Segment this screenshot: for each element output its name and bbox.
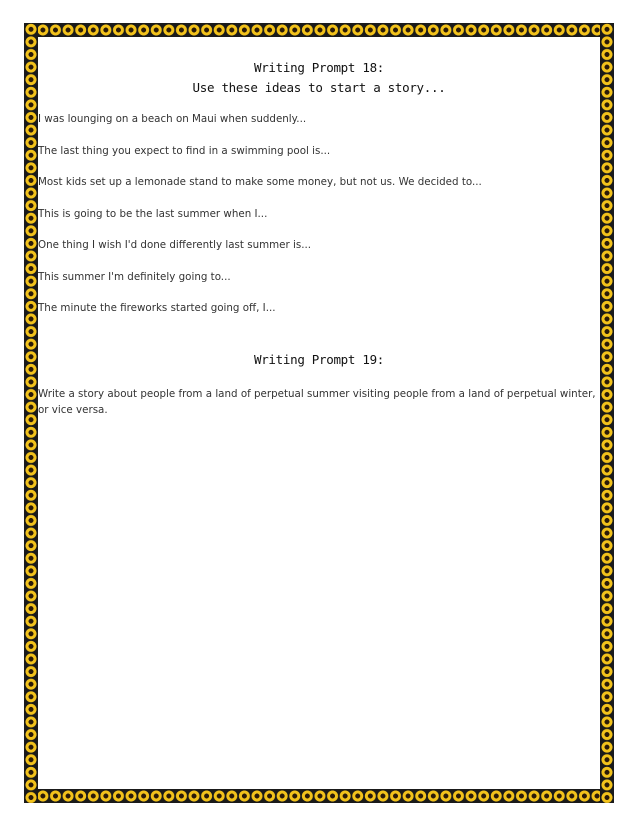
- prompt-line: The last thing you expect to find in a swimming pool is...: [38, 144, 331, 157]
- prompt-18-title: Writing Prompt 18:: [253, 60, 385, 75]
- prompt-19-body: Write a story about people from a land of perpetual summer visiting people from a land of perpetual winter, or vice versa.: [38, 388, 596, 416]
- prompt-line: The minute the fireworks started going off, I...: [38, 302, 276, 314]
- prompt-line: One thing I wish I'd done differently last summer is...: [38, 239, 312, 251]
- prompt-line: Most kids set up a lemonade stand to make some money, but not us. We decided to...: [38, 176, 482, 188]
- sunflower-border-right: [600, 23, 614, 803]
- prompt-line: I was lounging on a beach on Maui when suddenly...: [38, 113, 307, 125]
- sunflower-border-left: [24, 23, 38, 803]
- prompt-18-subtitle: Use these ideas to start a story...: [192, 80, 446, 95]
- sunflower-border-top: [24, 23, 614, 37]
- prompt-19-title: Writing Prompt 19:: [253, 352, 385, 367]
- sunflower-border-bottom: [24, 789, 614, 803]
- prompt-line: This summer I'm definitely going to...: [38, 270, 231, 283]
- prompt-18-list: [38, 112, 594, 333]
- prompt-line: This is going to be the last summer when I...: [38, 207, 268, 220]
